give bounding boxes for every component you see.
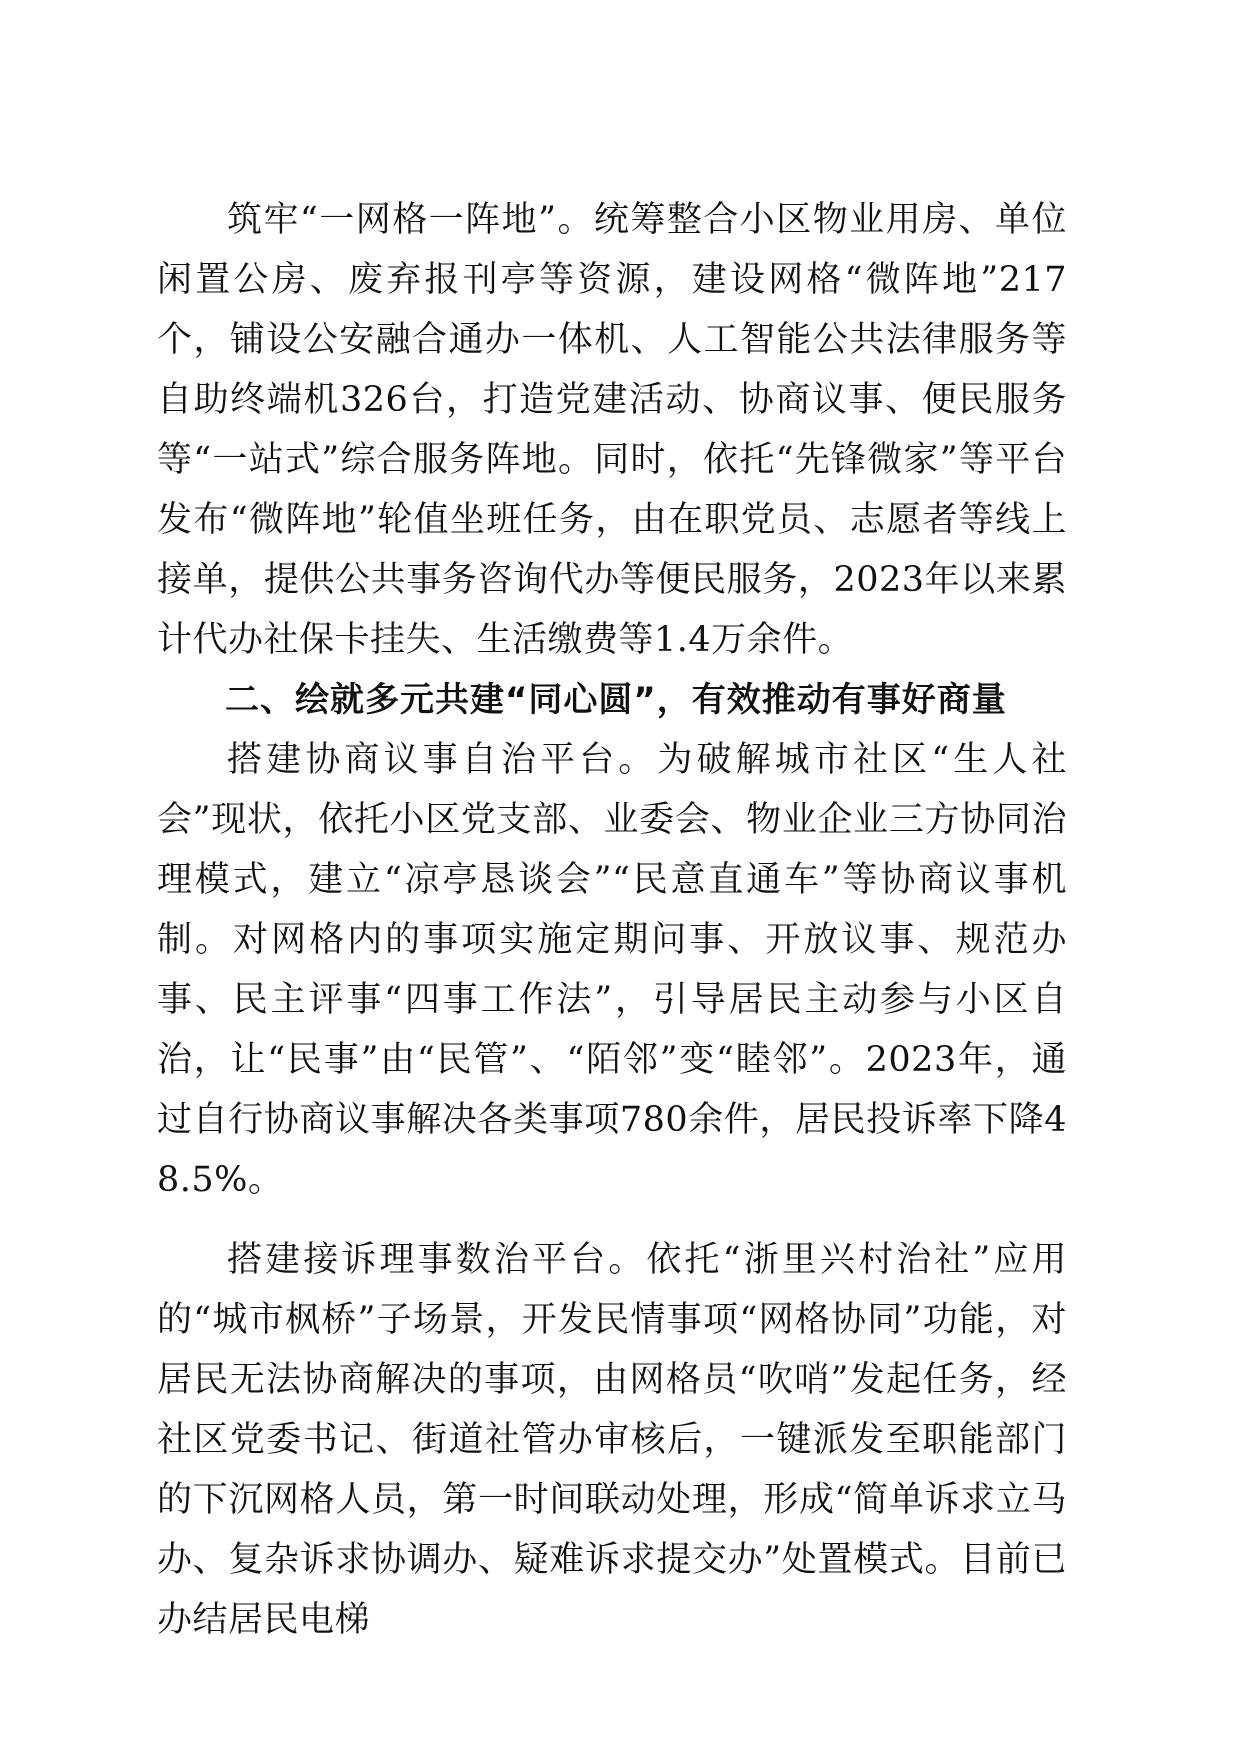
paragraph-spacer [157, 1210, 1067, 1230]
section-heading-two: 二、绘就多元共建“同心圆”，有效推动有事好商量 [225, 680, 1007, 720]
paragraph-consultation-platform: 搭建协商议事自治平台。为破解城市社区“生人社会”现状，依托小区党支部、业委会、物业企业三方协同治理模式，建立“凉亭恳谈会”“民意直通车”等协商议事机制。对网格内的事项实施定期问事、开放议事、规范办事、民主评事“四事工作法”，引导居民主动参与小区自治，让“民事”由“民管”、“陌邻”变“睦邻”。2023年，通过自行协商议事解决各类事项780余件，居民投诉率下降48.5%。 [157, 740, 1067, 1200]
paragraph-grid-position: 筑牢“一网格一阵地”。统筹整合小区物业用房、单位闲置公房、废弃报刊亭等资源，建设网格“微阵地”217个，铺设公安融合通办一体机、人工智能公共法律服务等自助终端机326台，打造党建活动、协商议事、便民服务等“一站式”综合服务阵地。同时，依托“先锋微家”等平台发布“微阵地”轮值坐班任务，由在职党员、志愿者等线上接单，提供公共事务咨询代办等便民服务，2023年以来累计代办社保卡挂失、生活缴费等1.4万余件。 [157, 200, 1067, 660]
paragraph-complaint-platform: 搭建接诉理事数治平台。依托“浙里兴村治社”应用的“城市枫桥”子场景，开发民情事项“网格协同”功能，对居民无法协商解决的事项，由网格员“吹哨”发起任务，经社区党委书记、街道社管办审核后，一键派发至职能部门的下沉网格人员，第一时间联动处理，形成“简单诉求立马办、复杂诉求协调办、疑难诉求提交办”处置模式。目前已办结居民电梯 [157, 1240, 1067, 1640]
document-body [157, 190, 1067, 1650]
